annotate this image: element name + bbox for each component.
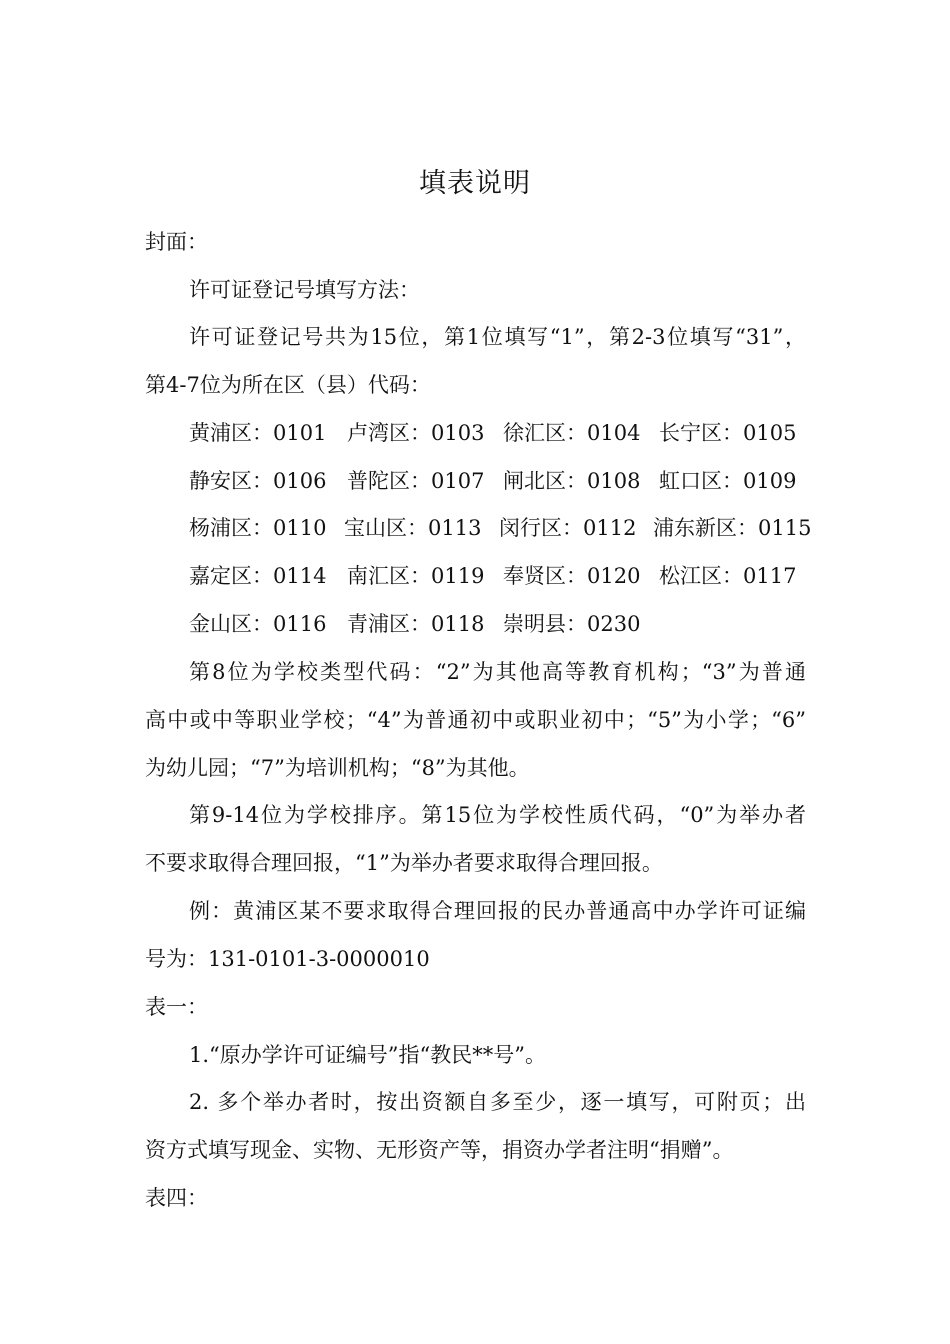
intro-paragraph-line1: 许可证登记号共为15位，第1位填写“1”，第2-3位填写“31”， [189, 325, 806, 349]
intro-paragraph-line2: 第4-7位为所在区（县）代码： [145, 373, 431, 397]
table1-item1: 1.“原办学许可证编号”指“教民**号”。 [189, 1043, 546, 1067]
table1-item2-line1: 2. 多个举办者时，按出资额自多至少，逐一填写，可附页；出 [189, 1090, 806, 1114]
district-code: 崇明县：0230 [503, 612, 641, 636]
sequence-line2: 不要求取得合理回报，“1”为举办者要求取得合理回报。 [145, 851, 663, 875]
district-code: 黄浦区：0101 [189, 421, 327, 445]
district-code: 松江区：0117 [659, 564, 797, 588]
table1-item2-line2: 资方式填写现金、实物、无形资产等，捐资办学者注明“捐赠”。 [145, 1138, 734, 1162]
page-title: 填表说明 [419, 168, 531, 199]
district-code: 闸北区：0108 [503, 469, 641, 493]
district-code: 青浦区：0118 [347, 612, 485, 636]
section-heading-table4: 表四： [145, 1186, 208, 1210]
section-heading-cover: 封面： [145, 230, 208, 254]
school-type-line3: 为幼儿园；“7”为培训机构；“8”为其他。 [145, 756, 530, 780]
method-heading: 许可证登记号填写方法： [189, 278, 420, 302]
sequence-line1: 第9-14位为学校排序。第15位为学校性质代码，“0”为举办者 [189, 803, 806, 827]
district-code: 浦东新区：0115 [653, 516, 812, 540]
district-code: 嘉定区：0114 [189, 564, 327, 588]
district-code: 长宁区：0105 [659, 421, 797, 445]
district-code: 杨浦区：0110 [189, 516, 327, 540]
district-code: 静安区：0106 [189, 469, 327, 493]
district-code: 徐汇区：0104 [503, 421, 641, 445]
district-code: 宝山区：0113 [344, 516, 482, 540]
school-type-line2: 高中或中等职业学校；“4”为普通初中或职业初中；“5”为小学；“6” [145, 708, 806, 732]
example-line1: 例：黄浦区某不要求取得合理回报的民办普通高中办学许可证编 [189, 899, 806, 923]
district-code: 普陀区：0107 [347, 469, 485, 493]
section-heading-table1: 表一： [145, 995, 208, 1019]
district-code: 奉贤区：0120 [503, 564, 641, 588]
example-line2: 号为：131-0101-3-0000010 [145, 947, 430, 971]
district-code: 卢湾区：0103 [347, 421, 485, 445]
school-type-line1: 第8位为学校类型代码：“2”为其他高等教育机构；“3”为普通 [189, 660, 806, 684]
district-code: 闵行区：0112 [499, 516, 637, 540]
district-code: 虹口区：0109 [659, 469, 797, 493]
district-code: 金山区：0116 [189, 612, 327, 636]
district-code: 南汇区：0119 [347, 564, 485, 588]
